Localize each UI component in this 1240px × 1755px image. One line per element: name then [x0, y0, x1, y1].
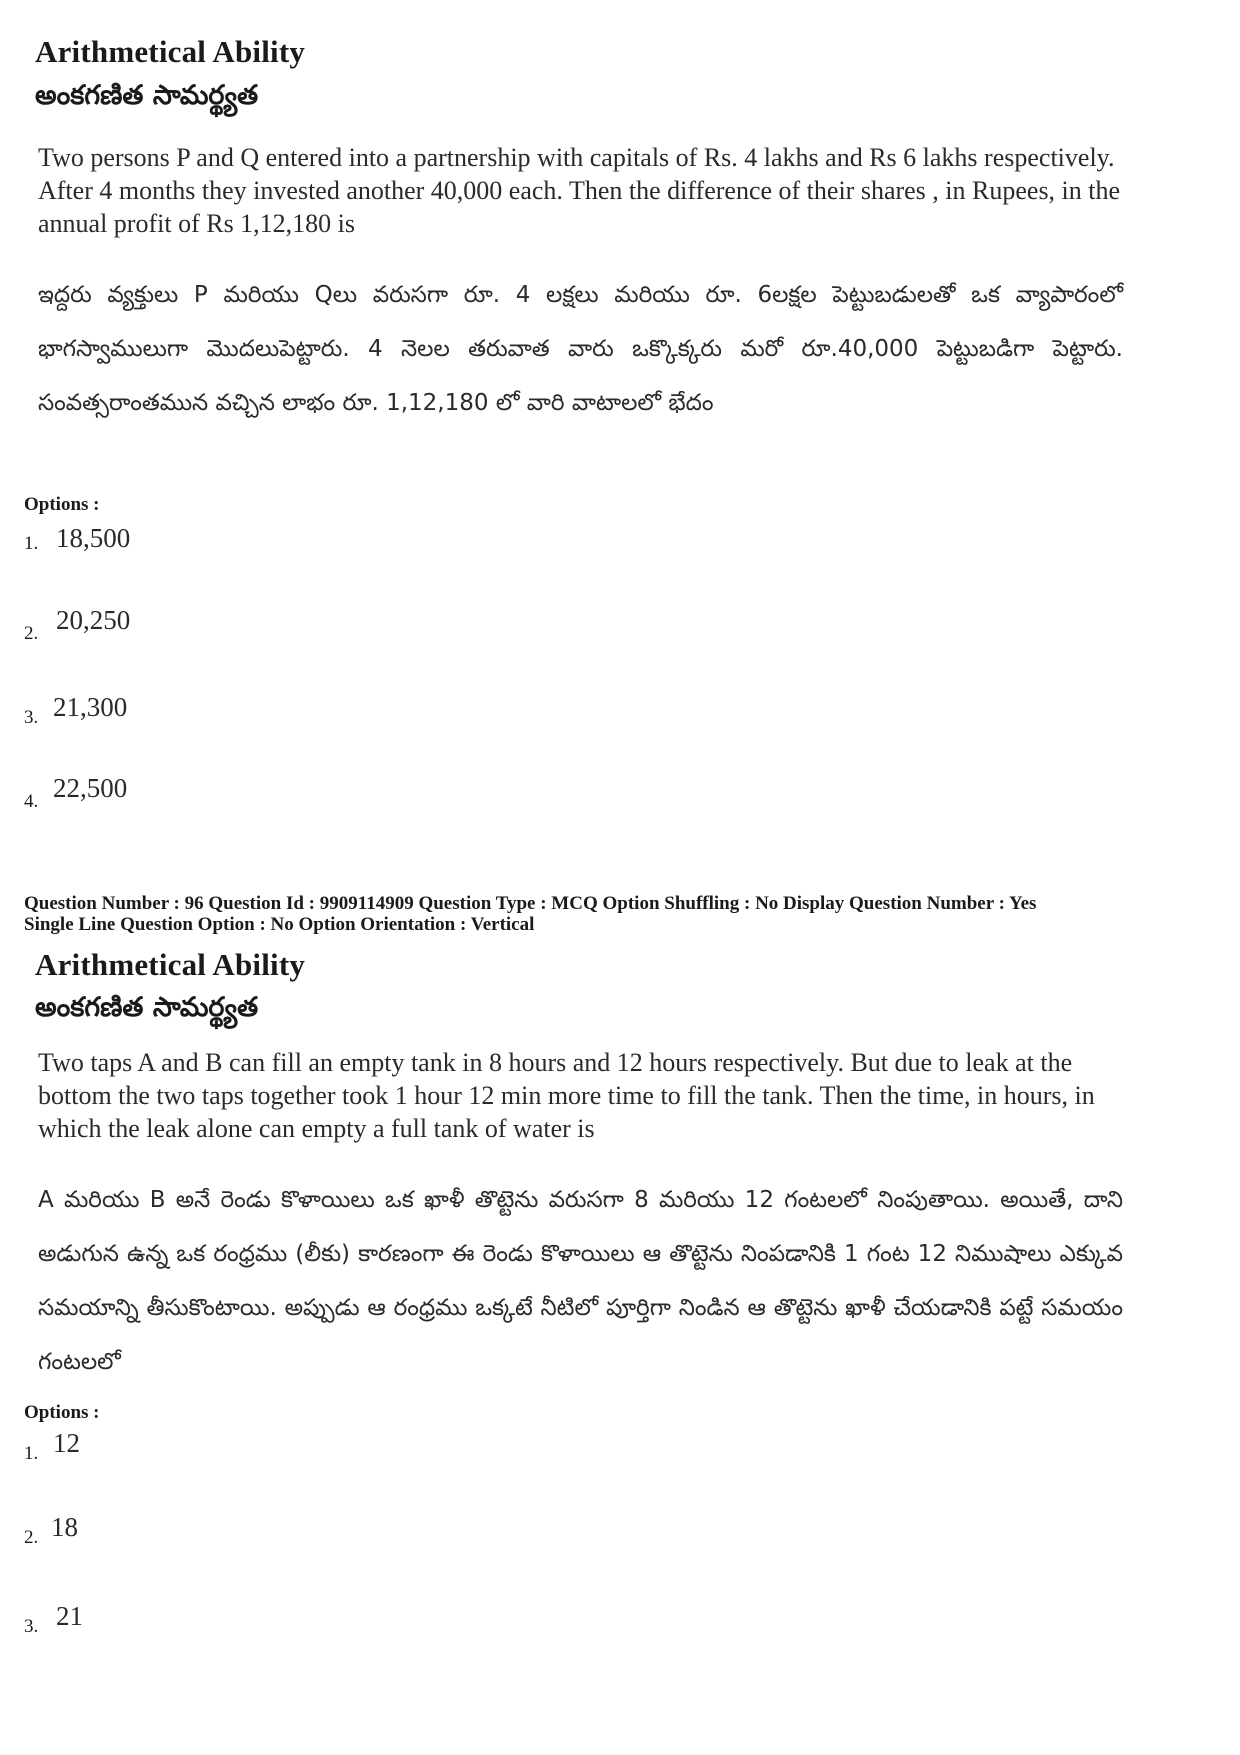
option-number: 2. [24, 1527, 39, 1548]
option-number: 4. [24, 791, 39, 812]
option-value[interactable]: 22,500 [53, 773, 128, 803]
option-value[interactable]: 12 [53, 1428, 80, 1458]
question-text-english: Two taps A and B can fill an empty tank in 8 hours and 12 hours respectively. But due to leak at the bottom the two taps together took 1 hour 12 min more time to fill the tank. Then the time, in hours, in which the leak alone can empty a full tank of water is [38, 1048, 1095, 1143]
option-value[interactable]: 21,300 [53, 692, 128, 722]
option-value[interactable]: 20,250 [56, 605, 131, 635]
section-heading-telugu: అంకగణిత సామర్థ్యత [35, 992, 259, 1023]
section-heading-telugu: అంకగణిత సామర్థ్యత [35, 80, 259, 111]
options-label: Options : [24, 494, 100, 515]
question-text-english: Two persons P and Q entered into a partnership with capitals of Rs. 4 lakhs and Rs 6 lakhs respectively. After 4 months they invested another 40,000 each. Then the difference of their shares , in Rupees, in the annual profit of Rs 1,12,180 is [38, 143, 1121, 238]
options-label: Options : [24, 1402, 100, 1423]
option-number: 1. [24, 533, 39, 554]
option-number: 3. [24, 1616, 39, 1637]
option-value[interactable]: 18 [51, 1512, 78, 1542]
option-number: 1. [24, 1443, 39, 1464]
option-number: 3. [24, 707, 39, 728]
question-meta-line-1: Question Number : 96 Question Id : 9909114909 Question Type : MCQ Option Shuffling : No Display Question Number : Yes [24, 893, 1037, 914]
question-meta-line-2: Single Line Question Option : No Option Orientation : Vertical [24, 914, 535, 935]
question-meta-info [24, 893, 1224, 935]
section-heading-english: Arithmetical Ability [35, 34, 306, 69]
option-value[interactable]: 21 [56, 1601, 83, 1631]
option-value[interactable]: 18,500 [56, 523, 131, 553]
question-text-telugu: A మరియు B అనే రెండు కొళాయిలు ఒక ఖాళీ తొట్టెను వరుసగా 8 మరియు 12 గంటలలో నింపుతాయి. అయితే, దాని అడుగున ఉన్న ఒక రంధ్రము (లీకు) కారణంగా ఈ రెండు కొళాయిలు ఆ తొట్టెను నింపడానికి 1 గంట 12 నిముషాలు ఎక్కువ సమయాన్ని తీసుకొంటాయి. అప్పుడు ఆ రంధ్రము ఒక్కటే నీటిలో పూర్తిగా నిండిన ఆ తొట్టెను ఖాళీ చేయడానికి పట్టే సమయం గంటలలో [38, 1187, 1123, 1375]
section-heading-english: Arithmetical Ability [35, 947, 306, 982]
question-text-telugu: ఇద్దరు వ్యక్తులు P మరియు Qలు వరుసగా రూ. 4 లక్షలు మరియు రూ. 6లక్షల పెట్టుబడులతో ఒక వ్యాపారంలో భాగస్వాములుగా మొదలుపెట్టారు. 4 నెలల తరువాత వారు ఒక్కొక్కరు మరో రూ.40,000 పెట్టుబడిగా పెట్టారు. సంవత్సరాంతమున వచ్చిన లాభం రూ. 1,12,180 లో వారి వాటాలలో భేదం [38, 282, 1123, 416]
option-number: 2. [24, 623, 39, 644]
